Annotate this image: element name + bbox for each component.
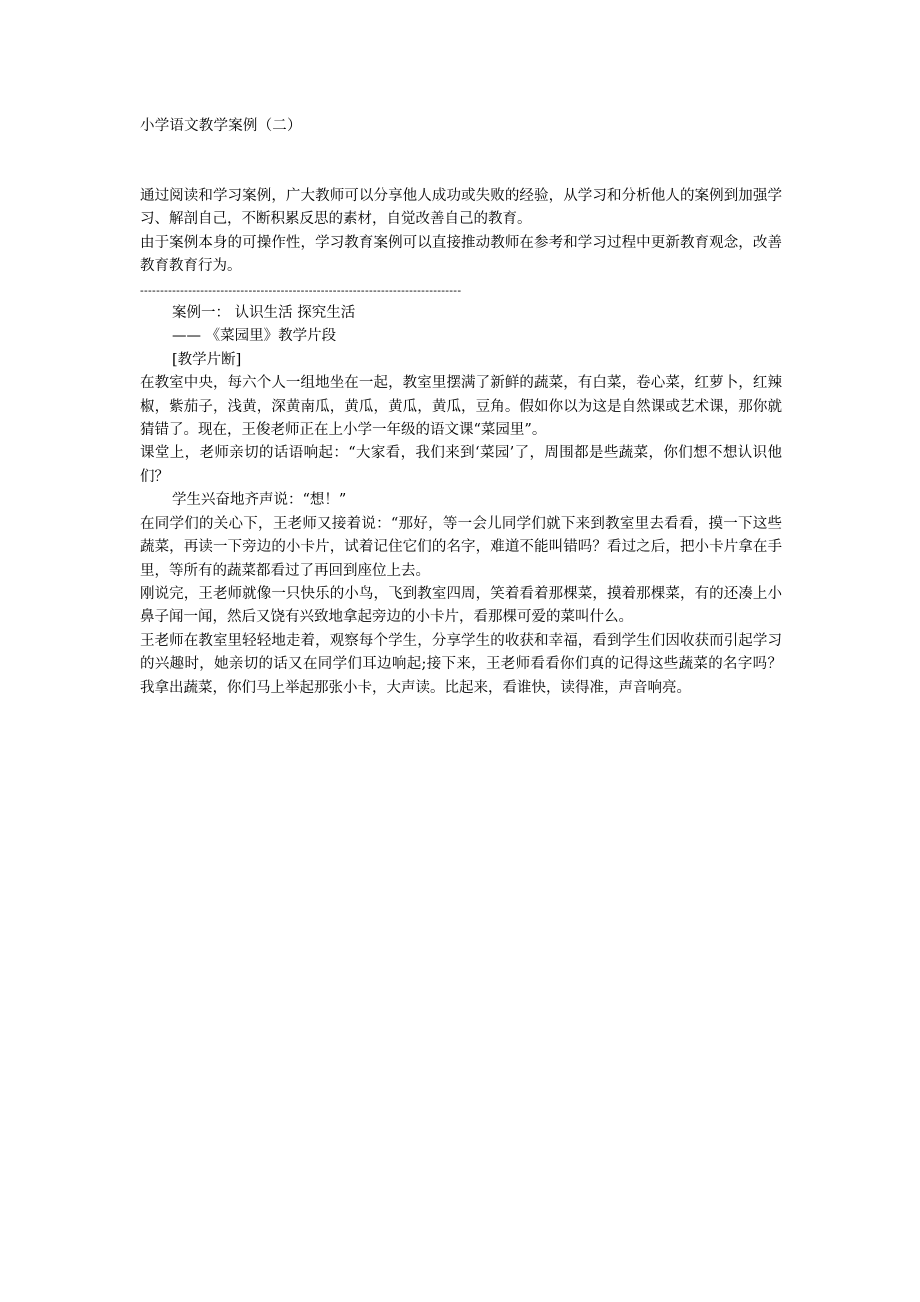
body-paragraph: 在教室中央，每六个人一组地坐在一起，教室里摆满了新鲜的蔬菜，有白菜，卷心菜，红萝卜，红辣椒，紫茄子，浅黄，深黄南瓜，黄瓜，黄瓜，黄瓜，豆角。假如你以为这是自然课或艺术课，那你就猜错了。现在，王俊老师正在上小学一年级的语文课“菜园里”。: [140, 375, 782, 439]
intro-paragraph: 由于案例本身的可操作性，学习教育案例可以直接推动教师在参考和学习过程中更新教育观念，改善教育教育行为。: [140, 234, 782, 275]
body-paragraph: 学生兴奋地齐声说：“想！”: [172, 492, 347, 509]
body-paragraph: 刚说完，王老师就像一只快乐的小鸟，飞到教室四周，笑着看着那棵菜，摸着那棵菜，有的还凑上小鼻子闻一闻，然后又饶有兴致地拿起旁边的小卡片，看那棵可爱的菜叫什么。: [140, 585, 782, 626]
case-subheading: —— 《菜园里》教学片段: [172, 328, 337, 345]
document-title: 小学语文教学案例（二）: [140, 118, 302, 134]
document-body: [140, 185, 782, 700]
body-paragraph: 王老师在教室里轻轻地走着，观察每个学生，分享学生的收获和幸福，看到学生们因收获而引起学习的兴趣时，她亲切的话又在同学们耳边响起;接下来，王老师看看你们真的记得这些蔬菜的名字吗？我拿出蔬菜，你们马上举起那张小卡，大声读。比起来，看谁快，读得准，声音响亮。: [140, 632, 782, 696]
separator-line: --------------------------------------------------------------------------------: [140, 283, 462, 297]
section-label: [教学片断]: [172, 351, 242, 368]
case-heading: 案例一： 认识生活 探究生活: [172, 305, 356, 322]
body-paragraph: 课堂上，老师亲切的话语响起：“大家看，我们来到‘菜园’了，周围都是些蔬菜，你们想不想认识他们？: [140, 445, 782, 485]
body-paragraph: 在同学们的关心下，王老师又接着说：“那好，等一会儿同学们就下来到教室里去看看，摸一下这些蔬菜，再读一下旁边的小卡片，试着记住它们的名字，难道不能叫错吗？看过之后，把小卡片拿在手里，等所有的蔬菜都看过了再回到座位上去。: [140, 515, 782, 579]
intro-paragraph: 通过阅读和学习案例，广大教师可以分享他人成功或失败的经验，从学习和分析他人的案例到加强学习、解剖自己，不断积累反思的素材，自觉改善自己的教育。: [140, 188, 782, 228]
